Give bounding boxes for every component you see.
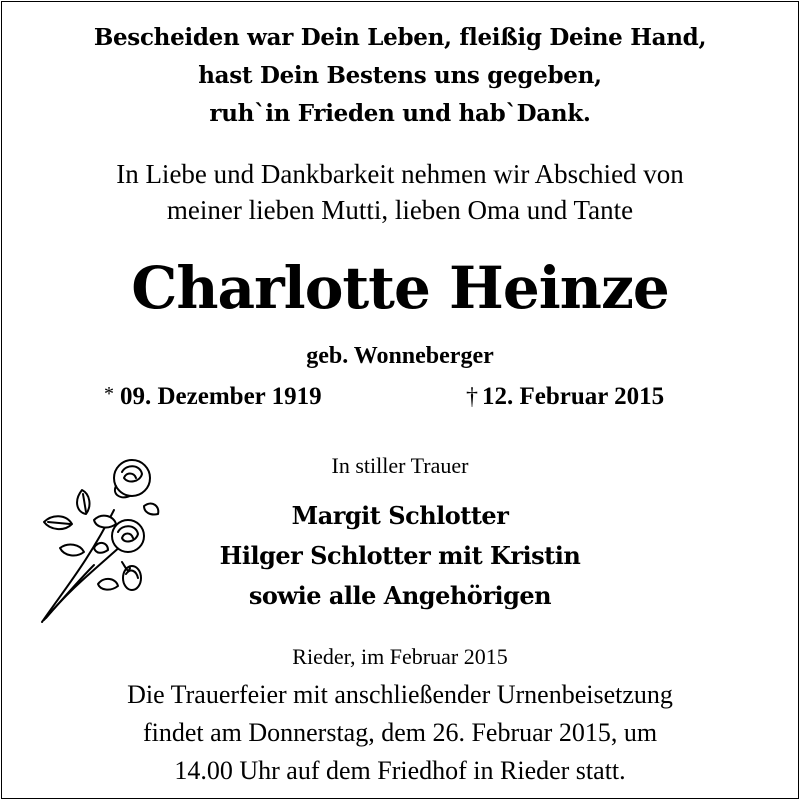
funeral-line-1: Die Trauerfeier mit anschließender Urnenbeisetzung (127, 680, 673, 709)
death-date-block (466, 383, 664, 411)
mourner-2: Hilger Schlotter mit Kristin (219, 541, 581, 570)
mourner-3: sowie alle Angehörigen (248, 581, 552, 610)
birth-name: geb. Wonneberger (306, 343, 494, 369)
verse-line-2: hast Dein Bestens uns gegeben, (198, 62, 602, 89)
mourners-heading: In stiller Trauer (331, 453, 469, 478)
mourner-1: Margit Schlotter (291, 501, 509, 530)
funeral-line-2: findet am Donnerstag, dem 26. Februar 2015, um (142, 718, 658, 747)
place-date: Rieder, im Februar 2015 (292, 644, 508, 669)
deceased-name: Charlotte Heinze (131, 254, 669, 322)
verse-line-3: ruh`in Frieden und hab`Dank. (209, 100, 591, 127)
birth-date-block (104, 383, 322, 411)
death-date: 12. Februar 2015 (482, 383, 665, 410)
verse-line-1: Bescheiden war Dein Leben, fleißig Deine Hand, (93, 24, 707, 51)
birth-symbol: * (104, 383, 114, 405)
funeral-line-3: 14.00 Uhr auf dem Friedhof in Rieder statt. (174, 756, 626, 785)
birth-date: 09. Dezember 1919 (120, 383, 322, 410)
death-symbol: † (466, 384, 478, 410)
intro-line-2: meiner lieben Mutti, lieben Oma und Tante (166, 195, 634, 225)
intro-line-1: In Liebe und Dankbarkeit nehmen wir Abschied von (116, 159, 684, 189)
